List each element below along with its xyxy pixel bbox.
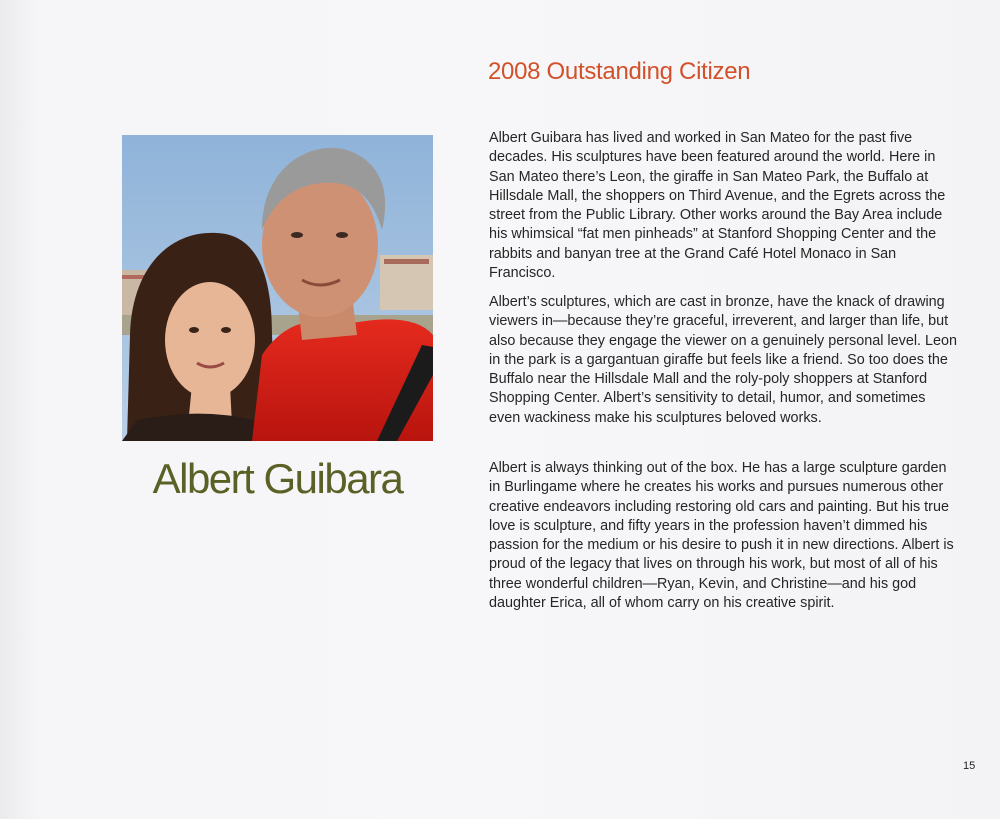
page-number: 15 [963, 760, 976, 772]
bio-paragraph-3: Albert is always thinking out of the box. He has a large sculpture garden in Burlingame where he creates his works and pursues numerous other creative endeavors including restoring old cars and painting. But his true love is sculpture, and fifty years in the profession haven’t dimmed his passion for the medium or his desire to push it in new directions. Albert is proud of the legacy that lives on through his work, but most of all of his three wonderful children—Ryan, Kevin, and Christine—and his god daughter Erica, all of whom carry on his creative spirit. [489, 460, 954, 612]
bio-paragraph-2: Albert’s sculptures, which are cast in bronze, have the knack of drawing viewers in—because they’re graceful, irreverent, and larger than life, but also because they engage the viewer on a genuinely personal level. Leon in the park is a gargantuan giraffe but feels like a friend. So too does the Buffalo near the Hillsdale Mall and the roly-poly shoppers at Stanford Shopping Center. Albert’s sensitivity to detail, humor, and sometimes even wackiness make his sculptures beloved works. [489, 294, 958, 426]
page-heading: 2008 Outstanding Citizen [488, 58, 751, 85]
portrait-photo-image [122, 135, 433, 441]
bio-paragraph-1: Albert Guibara has lived and worked in San Mateo for the past five decades. His sculptures have been featured around the world. Here in San Mateo there’s Leon, the giraffe in San Mateo Park, the Buffalo at Hillsdale Mall, the shoppers on Third Avenue, and the Egrets across the street from the Public Library. Other works around the Bay Area include his whimsical “fat men pinheads” at Stanford Shopping Center and the rabbits and banyan tree at the Grand Café Hotel Monaco in San Francisco. [489, 130, 946, 282]
portrait-photo [122, 135, 433, 441]
honoree-name: Albert Guibara [152, 455, 403, 502]
